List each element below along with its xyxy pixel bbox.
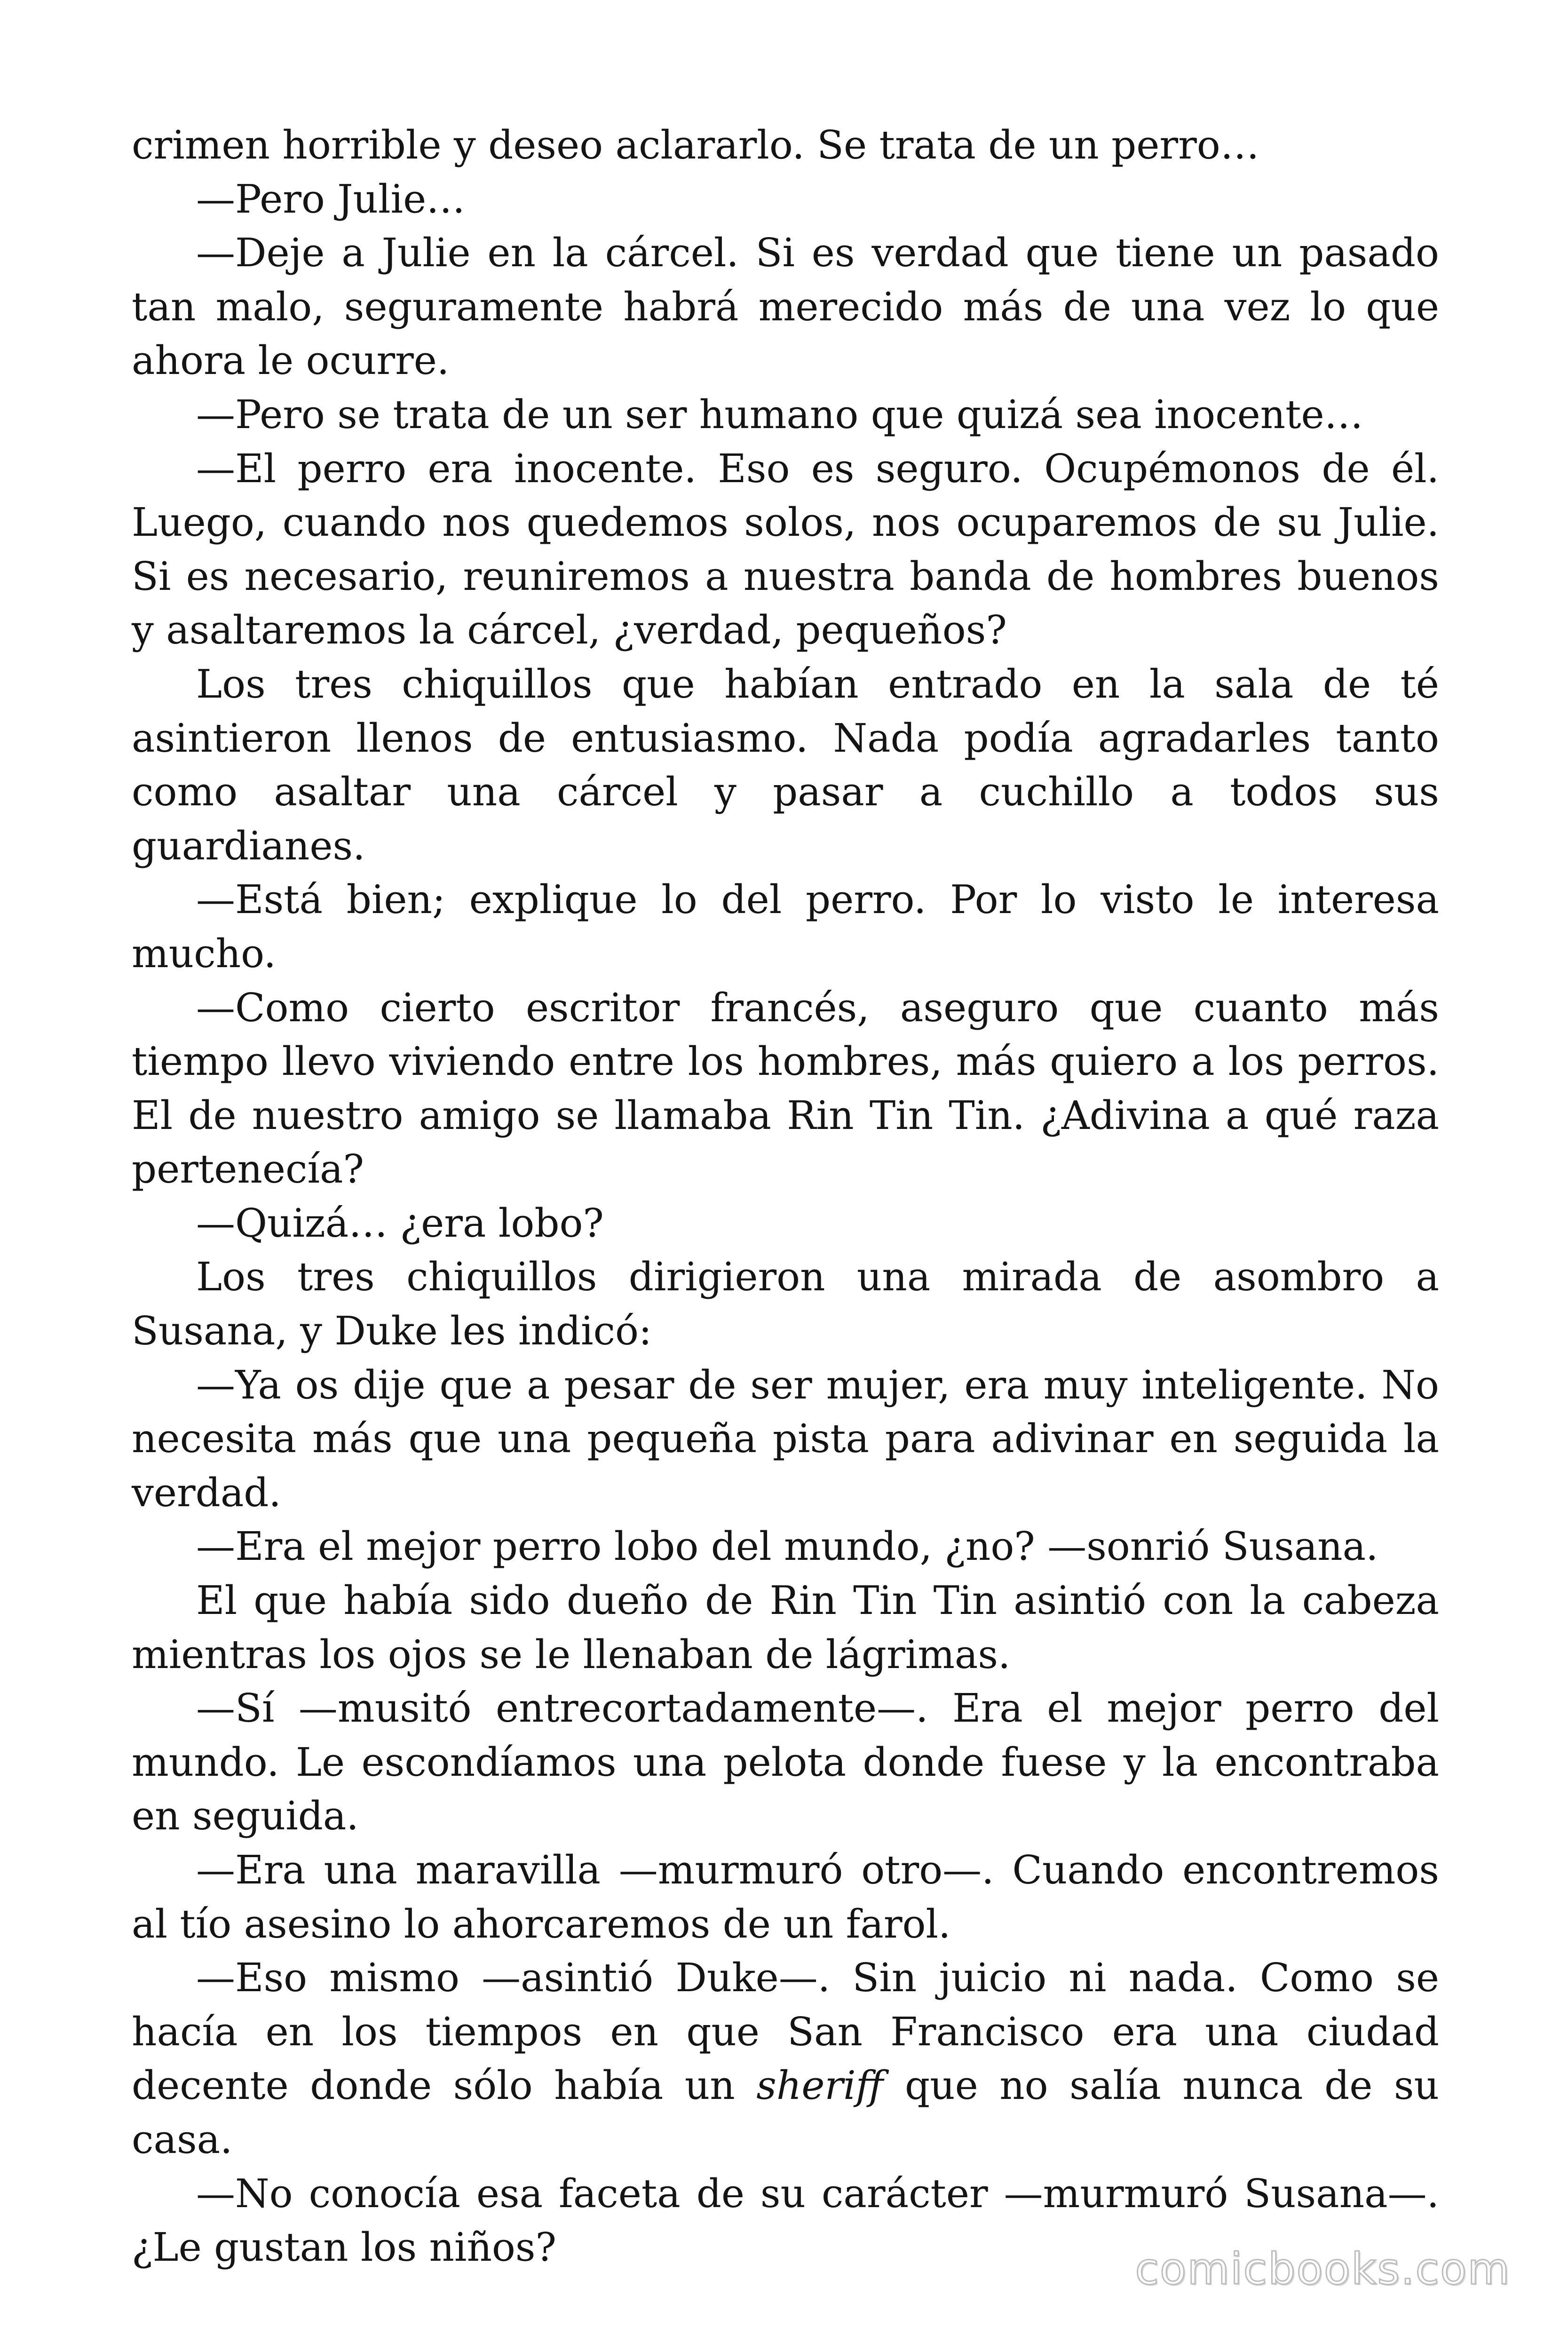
paragraph: —No conocía esa faceta de su carácter —murmuró Susana—. ¿Le gustan los niños? — [132, 2170, 1439, 2271]
italic-term: sheriff — [756, 2063, 884, 2109]
paragraph-text: —Eso mismo —asintió Duke—. Sin juicio ni nada. Como se hacía en los tiempos en que San Francisco era una ciudad decente donde sólo había un — [132, 1955, 1439, 2109]
paragraph: El que había sido dueño de Rin Tin Tin asintió con la cabeza mientras los ojos se le llenaban de lágrimas. — [132, 1578, 1439, 1677]
paragraph: crimen horrible y deseo aclararlo. Se trata de un perro… — [132, 122, 1259, 168]
paragraph: —Está bien; explique lo del perro. Por lo visto le interesa mucho. — [132, 877, 1439, 977]
paragraph: —El perro era inocente. Eso es seguro. Ocupémonos de él. Luego, cuando nos quedemos solos, nos ocuparemos de su Julie. Si es necesario, reuniremos a nuestra banda de hombres buenos y asaltaremos la cárcel, ¿verdad, pequeños? — [132, 445, 1439, 653]
paragraph: —Era el mejor perro lobo del mundo, ¿no? —sonrió Susana. — [196, 1524, 1378, 1570]
paragraph-text: que no salía nunca de su casa. — [132, 2063, 1439, 2162]
paragraph: —Ya os dije que a pesar de ser mujer, era muy inteligente. No necesita más que una pequeña pista para adivinar en seguida la verdad. — [132, 1362, 1439, 1516]
paragraph: —Pero se trata de un ser humano que quizá sea inocente… — [196, 391, 1363, 437]
paragraph: —Pero Julie… — [196, 176, 466, 222]
paragraph: —Quizá… ¿era lobo? — [196, 1200, 604, 1246]
body-text — [132, 119, 1439, 2275]
paragraph: —Era una maravilla —murmuró otro—. Cuando encontremos al tío asesino lo ahorcaremos de un farol. — [132, 1847, 1439, 1947]
paragraph: Los tres chiquillos dirigieron una mirada de asombro a Susana, y Duke les indicó: — [132, 1254, 1439, 1354]
paragraph: —Deje a Julie en la cárcel. Si es verdad que tiene un pasado tan malo, seguramente habrá merecido más de una vez lo que ahora le ocurre. — [132, 230, 1439, 384]
watermark: comicbooks.com — [1135, 2244, 1511, 2294]
paragraph: —Sí —musitó entrecortadamente—. Era el mejor perro del mundo. Le escondíamos una pelota donde fuese y la encontraba en seguida. — [132, 1685, 1439, 1839]
paragraph — [132, 1951, 1439, 2167]
paragraph: Los tres chiquillos que habían entrado en la sala de té asintieron llenos de entusiasmo. Nada podía agradarles tanto como asaltar una cárcel y pasar a cuchillo a todos sus guardianes. — [132, 661, 1439, 869]
paragraph: —Como cierto escritor francés, aseguro que cuanto más tiempo llevo viviendo entre los hombres, más quiero a los perros. El de nuestro amigo se llamaba Rin Tin Tin. ¿Adivina a qué raza pertenecía? — [132, 985, 1439, 1192]
